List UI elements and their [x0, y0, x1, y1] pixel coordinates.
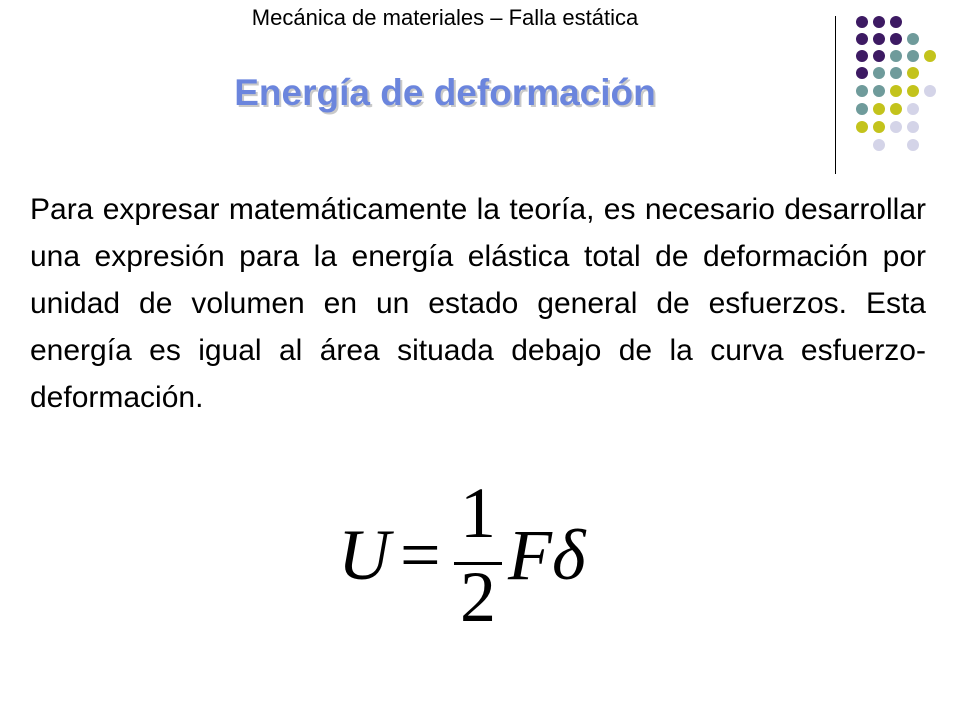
- decor-dot: [924, 50, 936, 62]
- decor-dot: [890, 50, 902, 62]
- decor-dot: [873, 33, 885, 45]
- decor-dot: [856, 103, 868, 115]
- decor-dot: [907, 33, 919, 45]
- decor-dot: [856, 33, 868, 45]
- decor-dot: [907, 121, 919, 133]
- decor-dot: [856, 121, 868, 133]
- decor-dot: [873, 67, 885, 79]
- decor-dot: [907, 103, 919, 115]
- decor-dot: [890, 85, 902, 97]
- decorative-dot-grid: [0, 0, 960, 180]
- decor-dot: [856, 67, 868, 79]
- slide-title: Energía de deformación: [234, 72, 656, 113]
- formula-numerator: 1: [460, 473, 496, 553]
- decor-dot: [856, 50, 868, 62]
- formula-denominator: 2: [460, 557, 496, 637]
- formula-lhs: U: [338, 515, 392, 595]
- decor-dot: [873, 121, 885, 133]
- decor-dot: [890, 121, 902, 133]
- decor-dot: [873, 85, 885, 97]
- decor-dot: [890, 16, 902, 28]
- decor-dot: [873, 103, 885, 115]
- formula-rhs: Fδ: [508, 515, 586, 595]
- decor-dot: [856, 16, 868, 28]
- decor-dot: [890, 33, 902, 45]
- header-title: Mecánica de materiales – Falla estática: [251, 5, 639, 30]
- decor-dot: [907, 67, 919, 79]
- decor-dot: [890, 67, 902, 79]
- decor-dot: [907, 85, 919, 97]
- decor-dot: [856, 85, 868, 97]
- strain-energy-formula: [330, 473, 630, 638]
- decor-dot: [873, 139, 885, 151]
- slide-body-text: Para expresar matemáticamente la teoría, es necesario desarrollar una expresión para la energía elástica total de deformación por unidad de volumen en un estado general de esfuerzos. Esta energía es igual al área situada debajo de la curva esfuerzo-deformación.: [30, 193, 926, 414]
- decor-dot: [907, 139, 919, 151]
- decor-dot: [924, 85, 936, 97]
- decor-dot: [907, 50, 919, 62]
- decor-dot: [873, 50, 885, 62]
- formula-equals: =: [400, 515, 441, 595]
- decor-dot: [890, 103, 902, 115]
- decor-dot: [873, 16, 885, 28]
